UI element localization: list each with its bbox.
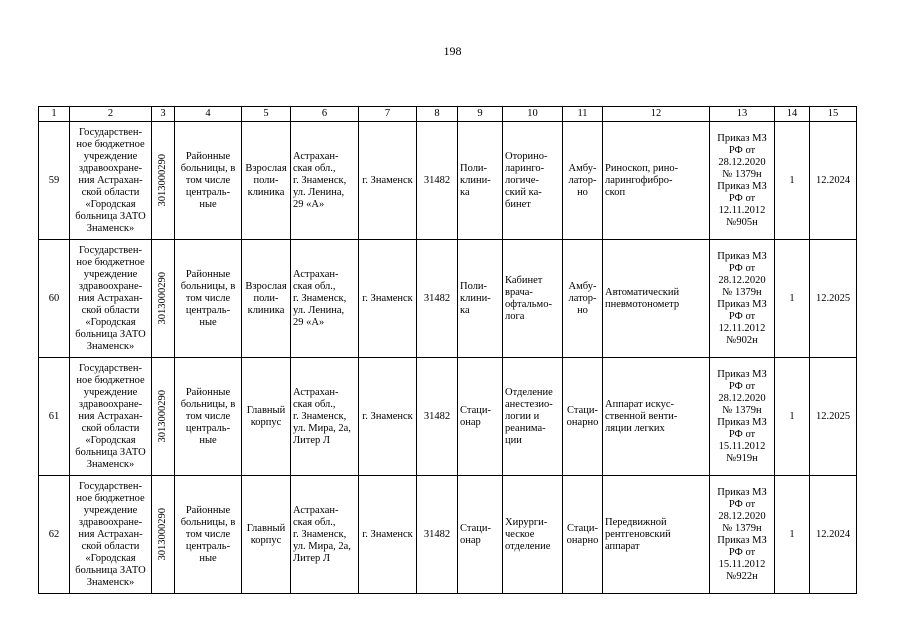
- table-row: [39, 476, 857, 594]
- address-cell: Астрахан- ская обл., г. Знаменск, ул. Ленина, 29 «А»: [291, 240, 359, 358]
- quantity-cell: 1: [775, 240, 810, 358]
- column-header: 15: [810, 107, 857, 122]
- row-number: 62: [39, 476, 70, 594]
- column-header: 10: [503, 107, 563, 122]
- facility-type-cell: Районные больницы, в том числе централь- ные: [175, 476, 242, 594]
- department-cell: Кабинет врача- офтальмо- лога: [503, 240, 563, 358]
- okato-cell: 31482: [417, 122, 458, 240]
- date-cell: 12.2024: [810, 122, 857, 240]
- order-cell: Приказ МЗ РФ от 28.12.2020 № 1379н Приказ МЗ РФ от 15.11.2012 №922н: [710, 476, 775, 594]
- division-cell: Поли- клини- ка: [458, 240, 503, 358]
- code-text: 3013000290: [157, 390, 168, 443]
- row-number: 61: [39, 358, 70, 476]
- page-number: 198: [443, 44, 462, 58]
- unit-cell: Взрослая поли- клиника: [242, 122, 291, 240]
- department-cell: Хирурги- ческое отделение: [503, 476, 563, 594]
- date-cell: 12.2024: [810, 476, 857, 594]
- code-cell: [152, 122, 175, 240]
- city-cell: г. Знаменск: [359, 240, 417, 358]
- address-cell: Астрахан- ская обл., г. Знаменск, ул. Мира, 2а, Литер Л: [291, 476, 359, 594]
- date-cell: 12.2025: [810, 358, 857, 476]
- equipment-table: [38, 106, 857, 594]
- unit-cell: Главный корпус: [242, 476, 291, 594]
- code-text: 3013000290: [157, 154, 168, 207]
- code-cell: [152, 240, 175, 358]
- equipment-cell: Аппарат искус- ственной венти- ляции легких: [603, 358, 710, 476]
- address-cell: Астрахан- ская обл., г. Знаменск, ул. Мира, 2а, Литер Л: [291, 358, 359, 476]
- organization-cell: Государствен- ное бюджетное учреждение здравоохране- ния Астрахан- ской области «Городская больница ЗАТО Знаменск»: [70, 358, 152, 476]
- organization-cell: Государствен- ное бюджетное учреждение здравоохране- ния Астрахан- ской области «Городская больница ЗАТО Знаменск»: [70, 240, 152, 358]
- column-header: 12: [603, 107, 710, 122]
- city-cell: г. Знаменск: [359, 476, 417, 594]
- quantity-cell: 1: [775, 122, 810, 240]
- facility-type-cell: Районные больницы, в том числе централь- ные: [175, 240, 242, 358]
- table-row: [39, 122, 857, 240]
- column-header: 4: [175, 107, 242, 122]
- column-header: 6: [291, 107, 359, 122]
- order-cell: Приказ МЗ РФ от 28.12.2020 № 1379н Приказ МЗ РФ от 12.11.2012 №905н: [710, 122, 775, 240]
- table-row: [39, 358, 857, 476]
- unit-cell: Главный корпус: [242, 358, 291, 476]
- unit-cell: Взрослая поли- клиника: [242, 240, 291, 358]
- column-header: 1: [39, 107, 70, 122]
- equipment-cell: Автоматический пневмотонометр: [603, 240, 710, 358]
- row-number: 59: [39, 122, 70, 240]
- equipment-cell: Передвижной рентгеновский аппарат: [603, 476, 710, 594]
- order-cell: Приказ МЗ РФ от 28.12.2020 № 1379н Приказ МЗ РФ от 15.11.2012 №919н: [710, 358, 775, 476]
- department-cell: Отделение анестезио- логии и реанима- ции: [503, 358, 563, 476]
- address-cell: Астрахан- ская обл., г. Знаменск, ул. Ленина, 29 «А»: [291, 122, 359, 240]
- code-text: 3013000290: [157, 508, 168, 561]
- column-header: 3: [152, 107, 175, 122]
- equipment-cell: Риноскоп, рино- ларингофибро- скоп: [603, 122, 710, 240]
- department-cell: Оторино- ларинго- логиче- ский ка- бинет: [503, 122, 563, 240]
- table-row: [39, 240, 857, 358]
- city-cell: г. Знаменск: [359, 358, 417, 476]
- okato-cell: 31482: [417, 240, 458, 358]
- column-header: 8: [417, 107, 458, 122]
- column-header: 9: [458, 107, 503, 122]
- code-cell: [152, 358, 175, 476]
- code-text: 3013000290: [157, 272, 168, 325]
- quantity-cell: 1: [775, 476, 810, 594]
- row-number: 60: [39, 240, 70, 358]
- header-row: [39, 107, 857, 122]
- division-cell: Поли- клини- ка: [458, 122, 503, 240]
- division-cell: Стаци- онар: [458, 476, 503, 594]
- column-header: 2: [70, 107, 152, 122]
- date-cell: 12.2025: [810, 240, 857, 358]
- city-cell: г. Знаменск: [359, 122, 417, 240]
- division-cell: Стаци- онар: [458, 358, 503, 476]
- okato-cell: 31482: [417, 358, 458, 476]
- care-type-cell: Стаци- онарно: [563, 476, 603, 594]
- okato-cell: 31482: [417, 476, 458, 594]
- organization-cell: Государствен- ное бюджетное учреждение здравоохране- ния Астрахан- ской области «Городская больница ЗАТО Знаменск»: [70, 122, 152, 240]
- facility-type-cell: Районные больницы, в том числе централь- ные: [175, 122, 242, 240]
- care-type-cell: Стаци- онарно: [563, 358, 603, 476]
- organization-cell: Государствен- ное бюджетное учреждение здравоохране- ния Астрахан- ской области «Городская больница ЗАТО Знаменск»: [70, 476, 152, 594]
- column-header: 5: [242, 107, 291, 122]
- code-cell: [152, 476, 175, 594]
- column-header: 7: [359, 107, 417, 122]
- facility-type-cell: Районные больницы, в том числе централь- ные: [175, 358, 242, 476]
- care-type-cell: Амбу- латор- но: [563, 122, 603, 240]
- column-header: 14: [775, 107, 810, 122]
- order-cell: Приказ МЗ РФ от 28.12.2020 № 1379н Приказ МЗ РФ от 12.11.2012 №902н: [710, 240, 775, 358]
- column-header: 13: [710, 107, 775, 122]
- column-header: 11: [563, 107, 603, 122]
- quantity-cell: 1: [775, 358, 810, 476]
- care-type-cell: Амбу- латор- но: [563, 240, 603, 358]
